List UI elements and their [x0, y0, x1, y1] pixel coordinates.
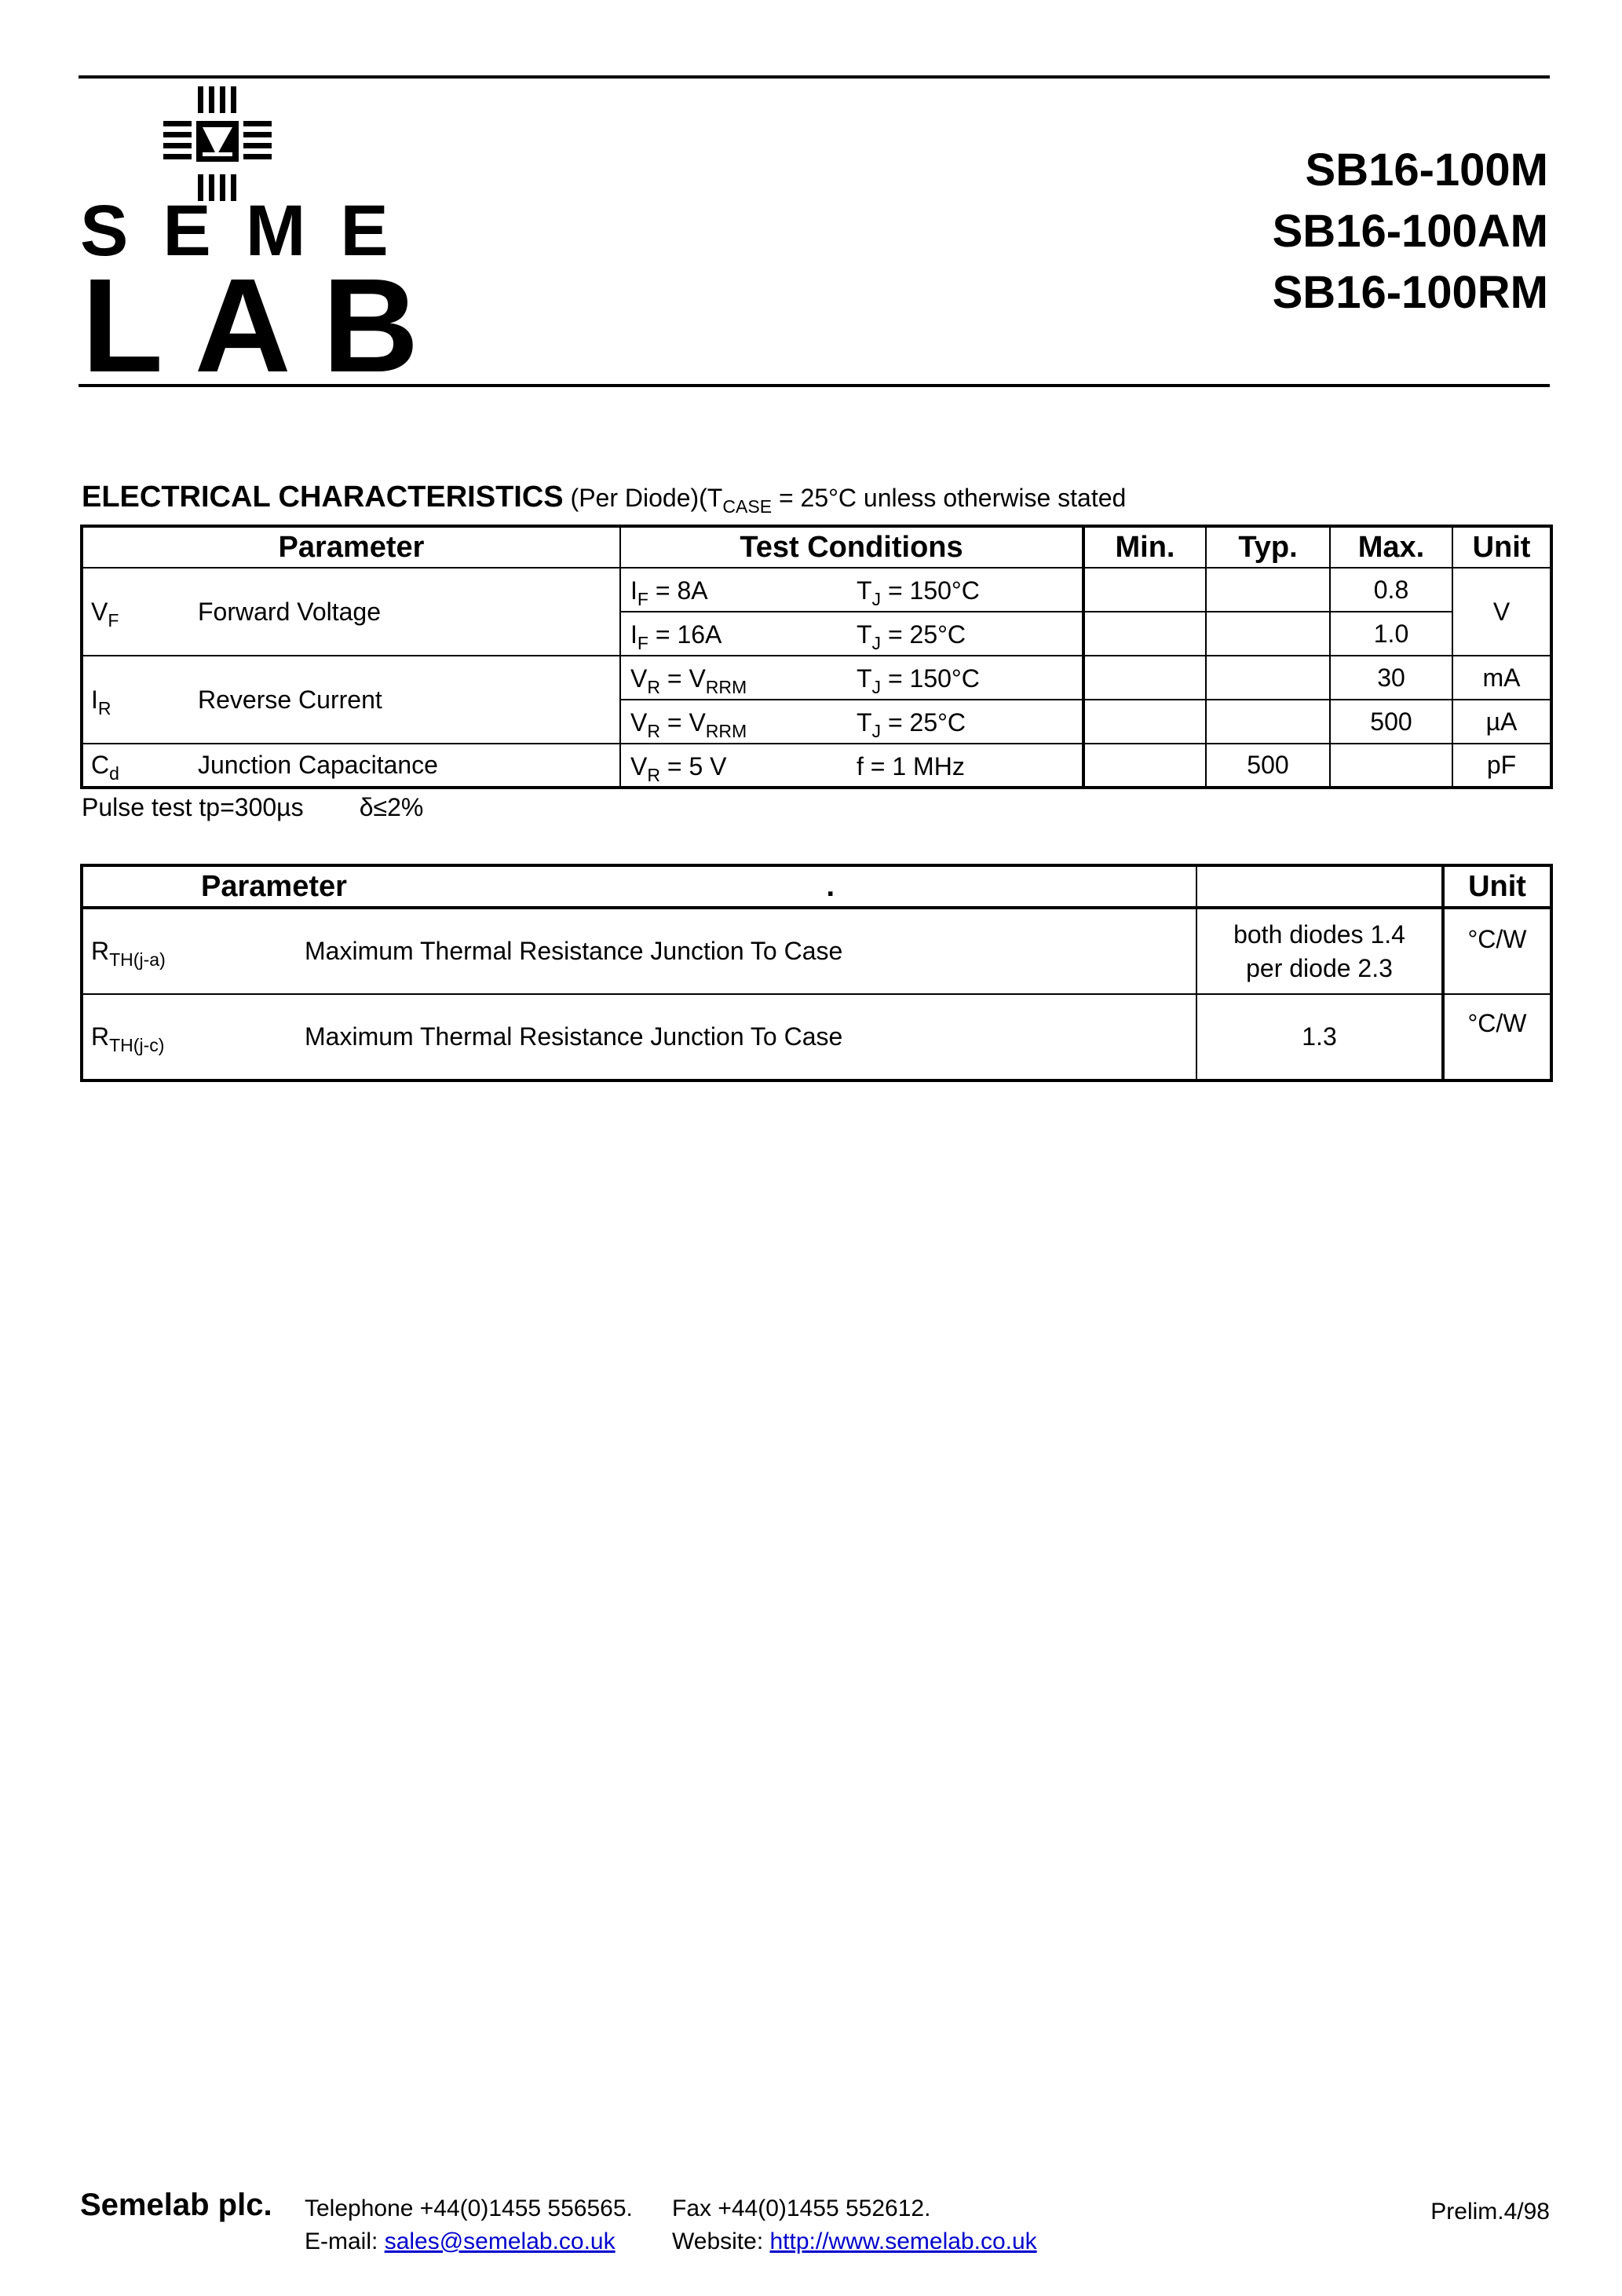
max-cell	[1330, 744, 1452, 788]
param-name: Forward Voltage	[198, 597, 382, 626]
col-header-dot: .	[826, 869, 835, 903]
symbol: R	[91, 1022, 110, 1051]
col-header: Max.	[1330, 526, 1452, 568]
cond-val: = 150°C	[881, 576, 980, 605]
website-label: Website:	[672, 2228, 770, 2254]
cond-val: = 5 V	[659, 752, 727, 781]
col-header: Typ.	[1206, 526, 1330, 568]
param-name: Maximum Thermal Resistance Junction To Case	[298, 994, 1196, 1080]
col-header: Test Conditions	[620, 526, 1083, 568]
min-cell	[1083, 568, 1206, 612]
heading-note-tail: = 25°C unless otherwise stated	[772, 484, 1127, 512]
cond-val: = 25°C	[881, 620, 966, 649]
section-title: ELECTRICAL CHARACTERISTICS	[82, 481, 564, 514]
col-header	[1196, 865, 1443, 908]
typ-cell: 500	[1206, 744, 1330, 788]
heading-note: (Per Diode)(T	[570, 484, 723, 512]
email-label: E-mail:	[305, 2228, 385, 2254]
col-header	[82, 865, 1196, 908]
cond-sub: RRM	[705, 721, 747, 742]
cond-sub: J	[871, 633, 882, 654]
semelab-logo-icon	[157, 86, 283, 201]
param-name: Reverse Current	[198, 685, 382, 714]
cond-sub: R	[647, 677, 660, 698]
table-header-row	[82, 526, 1551, 568]
param-cell-vf	[82, 568, 620, 656]
unit-cell: µA	[1452, 700, 1551, 744]
symbol-sub: TH(j-a)	[109, 949, 166, 971]
part-number: SB16-100RM	[1272, 267, 1548, 318]
param-symbol-cell	[82, 994, 298, 1080]
max-cell: 1.0	[1330, 612, 1452, 656]
cond-val: = 16A	[648, 620, 722, 649]
typ-cell	[1206, 656, 1330, 700]
min-cell	[1083, 612, 1206, 656]
cond-val: = V	[659, 664, 706, 693]
col-header: Parameter	[82, 526, 620, 568]
cond-val: f = 1 MHz	[857, 752, 965, 781]
table-row	[82, 744, 1551, 788]
table-row	[82, 994, 1551, 1080]
param-cell-ir	[82, 656, 620, 744]
typ-cell	[1206, 612, 1330, 656]
header-top-rule	[79, 75, 1550, 79]
col-header: Min.	[1083, 526, 1206, 568]
cond-val: = 8A	[648, 576, 708, 605]
symbol: R	[91, 937, 110, 965]
condition-cell	[620, 700, 1083, 744]
unit-cell: °C/W	[1443, 994, 1551, 1080]
min-cell	[1083, 744, 1206, 788]
max-cell: 500	[1330, 700, 1452, 744]
logo-text-lab: LAB	[82, 251, 451, 400]
cond-sym: T	[857, 620, 872, 649]
footer-website	[672, 2228, 1037, 2255]
param-symbol-cell	[82, 908, 298, 994]
value-cell: 1.3	[1196, 994, 1443, 1080]
condition-cell	[620, 612, 1083, 656]
table-header-row	[82, 865, 1551, 908]
table-row	[82, 568, 1551, 612]
symbol: C	[91, 751, 110, 779]
typ-cell	[1206, 568, 1330, 612]
min-cell	[1083, 700, 1206, 744]
param-cell-cd	[82, 744, 620, 788]
email-link[interactable]: sales@semelab.co.uk	[384, 2228, 616, 2254]
unit-cell: V	[1452, 568, 1551, 656]
min-cell	[1083, 656, 1206, 700]
cond-sym: T	[857, 664, 872, 693]
value-line: per diode 2.3	[1246, 953, 1393, 982]
symbol-sub: TH(j-c)	[109, 1035, 165, 1056]
table-row	[82, 656, 1551, 700]
cond-val: = 150°C	[881, 664, 980, 693]
param-name: Maximum Thermal Resistance Junction To Case	[298, 908, 1196, 994]
part-numbers	[1273, 140, 1548, 324]
cond-sym: V	[630, 752, 648, 781]
max-cell: 30	[1330, 656, 1452, 700]
col-header-label: Parameter	[201, 869, 347, 903]
cond-sym: T	[857, 576, 872, 605]
cond-sub: J	[871, 589, 882, 610]
pulse-test-note: Pulse test tp=300µs δ≤2%	[82, 793, 424, 821]
cond-sub: R	[647, 721, 660, 742]
part-number: SB16-100M	[1305, 144, 1548, 196]
document-reference: Prelim.4/98	[1430, 2199, 1550, 2225]
part-number: SB16-100AM	[1272, 206, 1548, 257]
cond-sym: I	[630, 620, 637, 649]
table-row	[82, 908, 1551, 994]
cond-sub: J	[871, 721, 882, 742]
cond-val: = 25°C	[881, 708, 966, 737]
cond-sub: RRM	[705, 677, 747, 698]
condition-cell	[620, 656, 1083, 700]
cond-sub: F	[637, 589, 648, 610]
symbol: I	[91, 685, 98, 714]
cond-sym: V	[630, 708, 648, 737]
footer-telephone: Telephone +44(0)1455 556565.	[305, 2195, 633, 2221]
symbol-sub: F	[108, 609, 119, 631]
cond-sym: I	[630, 576, 637, 605]
col-header: Unit	[1443, 865, 1551, 908]
thermal-resistance-table	[80, 864, 1553, 1082]
symbol-sub: d	[109, 763, 119, 784]
cond-sub: F	[637, 633, 648, 654]
value-cell	[1196, 908, 1443, 994]
unit-cell: mA	[1452, 656, 1551, 700]
cond-sub: R	[647, 765, 660, 786]
cond-sym: T	[857, 708, 872, 737]
website-link[interactable]: http://www.semelab.co.uk	[769, 2228, 1037, 2254]
electrical-characteristics-table	[80, 525, 1553, 789]
condition-cell	[620, 568, 1083, 612]
footer-company: Semelab plc.	[80, 2188, 272, 2222]
cond-sub: J	[871, 677, 882, 698]
cond-val: = V	[659, 708, 706, 737]
max-cell: 0.8	[1330, 568, 1452, 612]
logo-text-seme: SEME	[80, 191, 423, 271]
footer-email	[305, 2228, 616, 2255]
value-line: both diodes 1.4	[1233, 919, 1405, 949]
condition-cell	[620, 744, 1083, 788]
param-name: Junction Capacitance	[198, 751, 438, 779]
unit-cell: °C/W	[1443, 908, 1551, 994]
unit-cell: pF	[1452, 744, 1551, 788]
footer-fax: Fax +44(0)1455 552612.	[672, 2195, 931, 2221]
cond-sym: V	[630, 664, 648, 693]
col-header: Unit	[1452, 526, 1551, 568]
heading-subscript: CASE	[722, 496, 773, 517]
typ-cell	[1206, 700, 1330, 744]
symbol-sub: R	[97, 697, 111, 718]
symbol: V	[91, 597, 108, 626]
section-heading-electrical	[82, 481, 1127, 517]
